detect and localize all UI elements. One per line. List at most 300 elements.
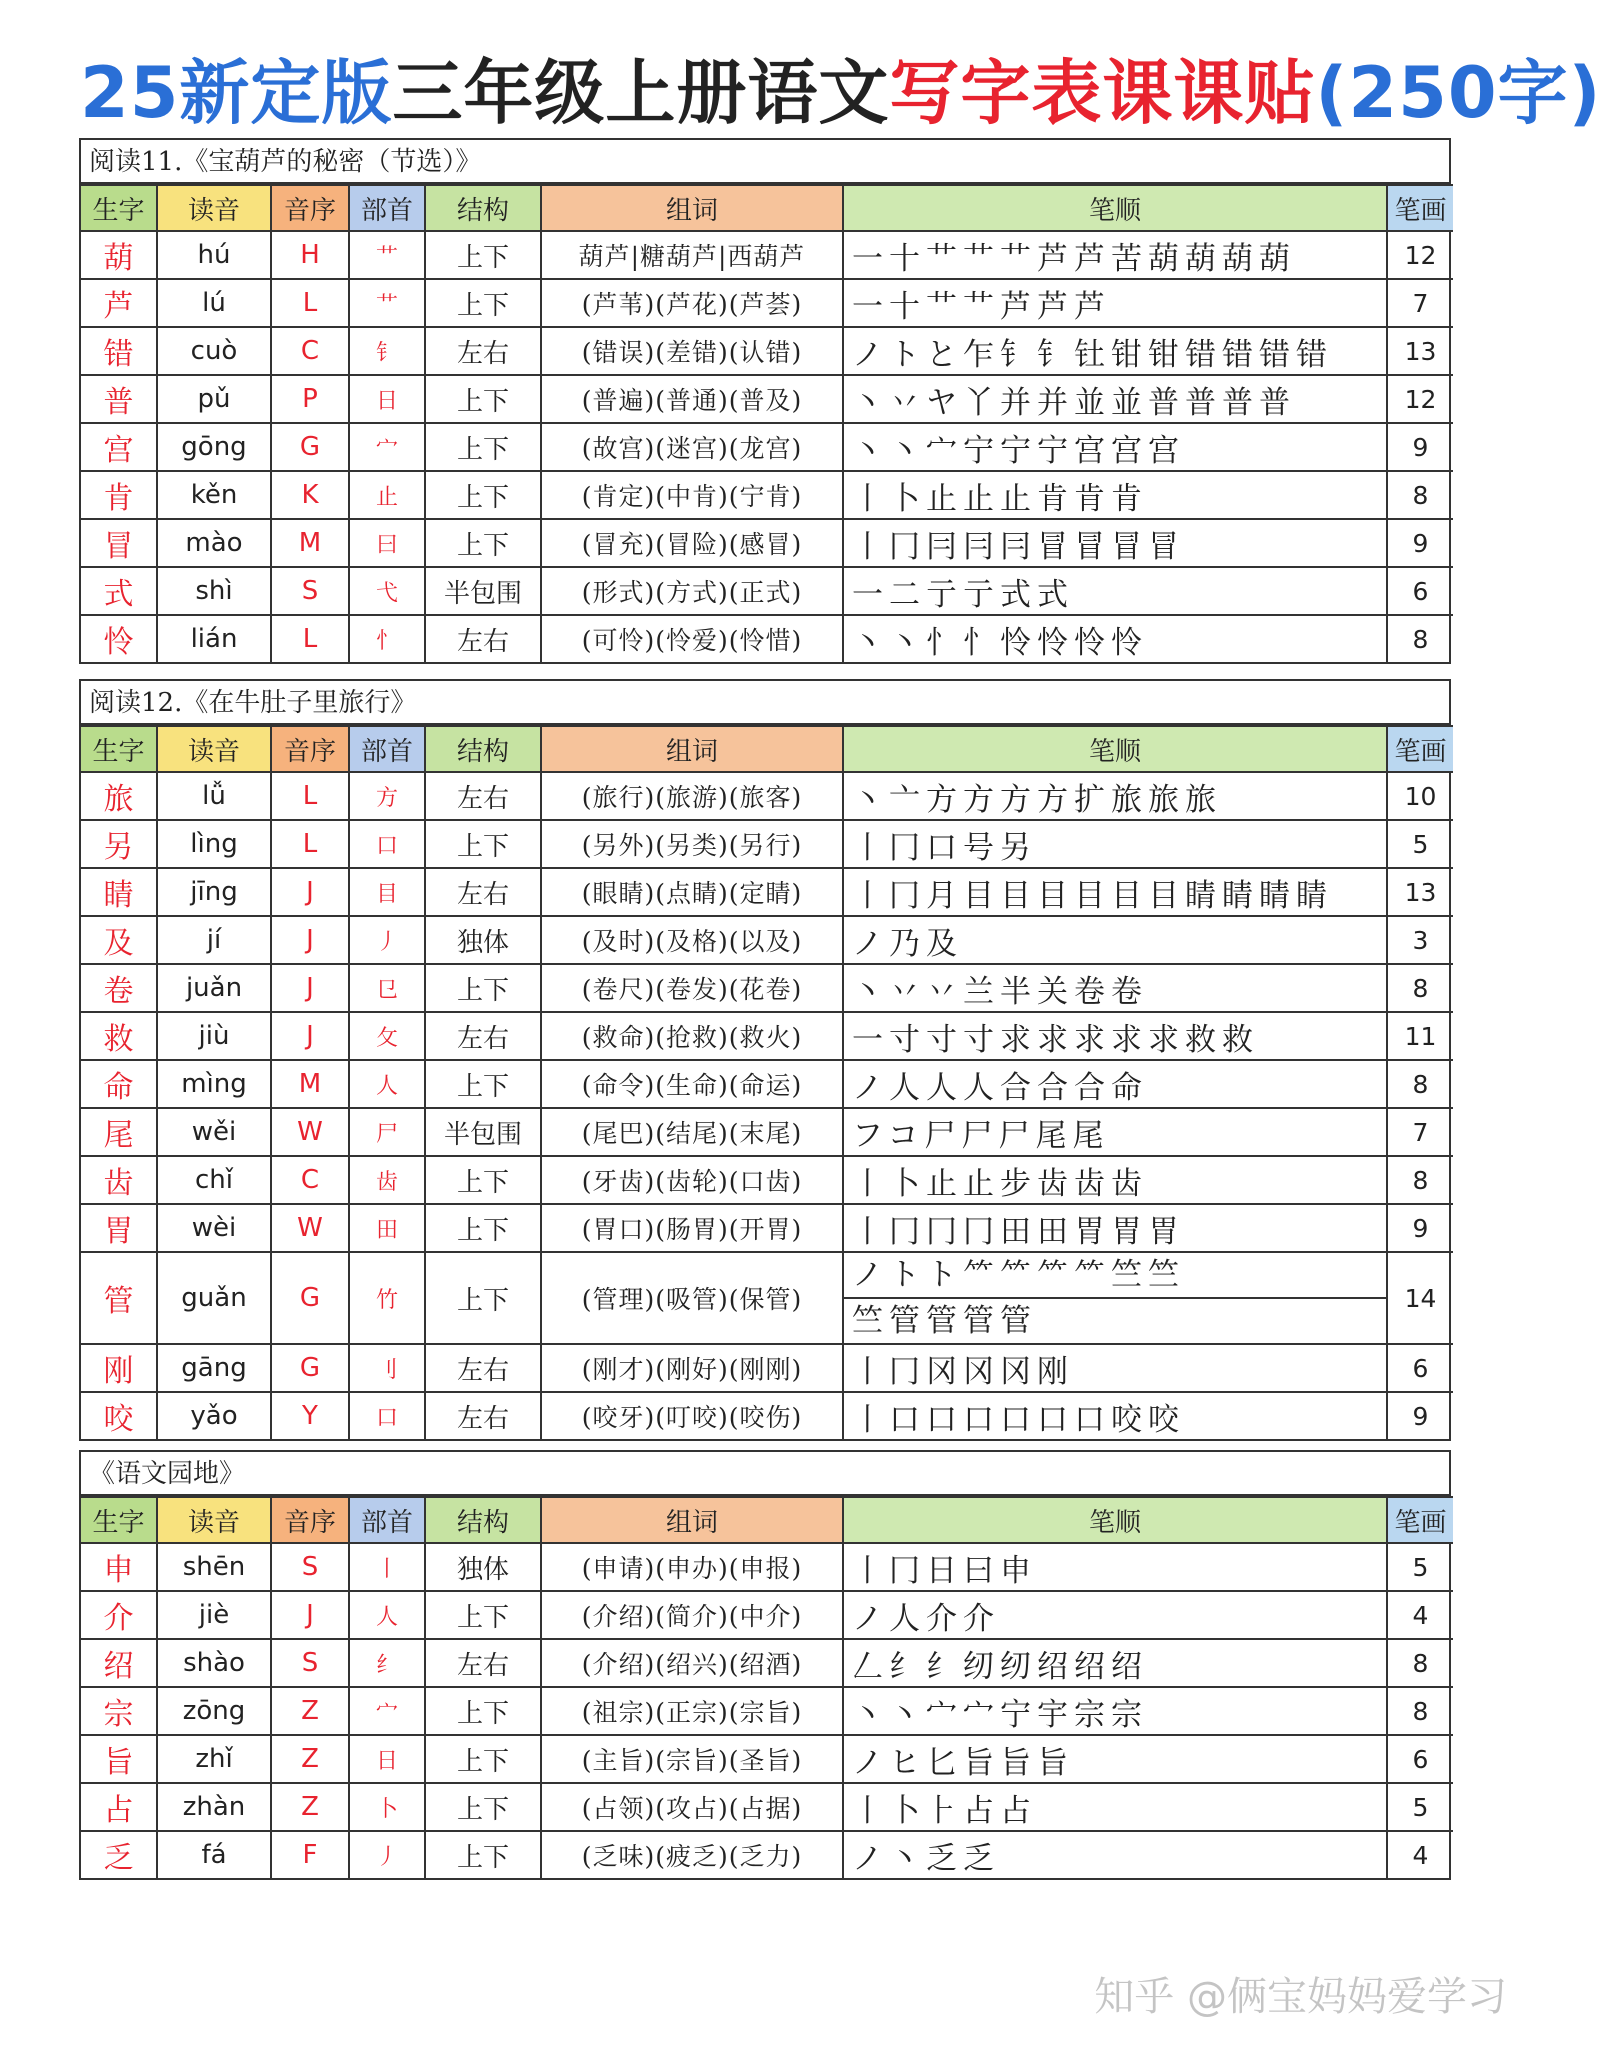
reading-cell: shào — [157, 1639, 271, 1687]
words-cell: (救命)(抢救)(救火) — [541, 1012, 843, 1060]
header-char: 生字 — [81, 726, 157, 772]
words-cell: (可怜)(怜爱)(怜惜) — [541, 615, 843, 662]
words-cell: (乏味)(疲乏)(乏力) — [541, 1831, 843, 1878]
strokes-cell: 丨冂冂冂田田胃胃胃 — [843, 1204, 1387, 1252]
reading-cell: lìng — [157, 820, 271, 868]
strokes-cell: ノ丶乏乏 — [843, 1831, 1387, 1878]
header-radical: 部首 — [349, 726, 425, 772]
structure-cell: 上下 — [425, 1591, 541, 1639]
structure-cell: 上下 — [425, 231, 541, 279]
structure-cell: 左右 — [425, 868, 541, 916]
header-order: 音序 — [271, 726, 349, 772]
strokes-cell: 一寸寸寸求求求求求救救 — [843, 1012, 1387, 1060]
radical-cell: 㔾 — [349, 964, 425, 1012]
count-cell: 5 — [1387, 1543, 1453, 1591]
order-cell: H — [271, 231, 349, 279]
character-table — [81, 1496, 1453, 1878]
count-cell: 8 — [1387, 964, 1453, 1012]
table-row — [81, 471, 1453, 519]
count-cell: 6 — [1387, 1344, 1453, 1392]
header-order: 音序 — [271, 185, 349, 231]
radical-cell: 齿 — [349, 1156, 425, 1204]
count-cell: 5 — [1387, 820, 1453, 868]
strokes-cell: 丨冂日曰申 — [843, 1543, 1387, 1591]
strokes-cell: 丶丶宀宀宁宇宗宗 — [843, 1687, 1387, 1735]
words-cell: (祖宗)(正宗)(宗旨) — [541, 1687, 843, 1735]
section-reading-12 — [79, 679, 1451, 1441]
words-cell: (冒充)(冒险)(感冒) — [541, 519, 843, 567]
order-cell: P — [271, 375, 349, 423]
strokes-cell: 丶丶宀宁宁宁宫宫宫 — [843, 423, 1387, 471]
title-part-1: 25新定版 — [80, 52, 393, 134]
char-cell: 救 — [81, 1012, 157, 1060]
structure-cell: 独体 — [425, 916, 541, 964]
character-table — [81, 725, 1453, 1439]
strokes-line: 竺管管管管 — [844, 1297, 1386, 1343]
char-cell: 冒 — [81, 519, 157, 567]
words-cell: (故宫)(迷宫)(龙宫) — [541, 423, 843, 471]
structure-cell: 上下 — [425, 964, 541, 1012]
header-reading: 读音 — [157, 185, 271, 231]
radical-cell: 丨 — [349, 1543, 425, 1591]
table-row — [81, 868, 1453, 916]
words-cell: (及时)(及格)(以及) — [541, 916, 843, 964]
order-cell: S — [271, 567, 349, 615]
order-cell: Y — [271, 1392, 349, 1439]
count-cell: 11 — [1387, 1012, 1453, 1060]
order-cell: S — [271, 1543, 349, 1591]
structure-cell: 左右 — [425, 1639, 541, 1687]
radical-cell: 丿 — [349, 1831, 425, 1878]
order-cell: L — [271, 820, 349, 868]
watermark: 知乎 @俩宝妈妈爱学习 — [1094, 1974, 1507, 2020]
strokes-cell: 丶丷ヤ丫并并並並普普普普 — [843, 375, 1387, 423]
count-cell: 8 — [1387, 1060, 1453, 1108]
char-cell: 齿 — [81, 1156, 157, 1204]
structure-cell: 上下 — [425, 1735, 541, 1783]
strokes-cell: 丶亠方方方方扩旅旅旅 — [843, 772, 1387, 820]
reading-cell: cuò — [157, 327, 271, 375]
structure-cell: 半包围 — [425, 567, 541, 615]
strokes-cell: 丨卜⺊占占 — [843, 1783, 1387, 1831]
structure-cell: 左右 — [425, 327, 541, 375]
strokes-cell: 丨卜止止步齿齿齿 — [843, 1156, 1387, 1204]
strokes-cell: 丶丷丷兰半关卷卷 — [843, 964, 1387, 1012]
structure-cell: 上下 — [425, 1156, 541, 1204]
reading-cell: guǎn — [157, 1252, 271, 1344]
reading-cell: yǎo — [157, 1392, 271, 1439]
structure-cell: 上下 — [425, 1060, 541, 1108]
radical-cell: 卜 — [349, 1783, 425, 1831]
order-cell: M — [271, 519, 349, 567]
radical-cell: 口 — [349, 1392, 425, 1439]
char-cell: 及 — [81, 916, 157, 964]
header-char: 生字 — [81, 185, 157, 231]
words-cell: (旅行)(旅游)(旅客) — [541, 772, 843, 820]
header-count: 笔画 — [1387, 1497, 1453, 1543]
table-row — [81, 1591, 1453, 1639]
title-part-3: 写字表课课贴 — [889, 52, 1316, 134]
structure-cell: 上下 — [425, 423, 541, 471]
section-reading-11 — [79, 138, 1451, 664]
character-table — [81, 184, 1453, 662]
table-row — [81, 1543, 1453, 1591]
words-cell: (管理)(吸管)(保管) — [541, 1252, 843, 1344]
strokes-line: ノトト⺮⺮⺮⺮竺竺 — [852, 1257, 1185, 1293]
table-row — [81, 1344, 1453, 1392]
count-cell: 12 — [1387, 375, 1453, 423]
reading-cell: zhàn — [157, 1783, 271, 1831]
order-cell: W — [271, 1204, 349, 1252]
order-cell: F — [271, 1831, 349, 1878]
radical-cell: 日 — [349, 375, 425, 423]
char-cell: 怜 — [81, 615, 157, 662]
order-cell: K — [271, 471, 349, 519]
header-count: 笔画 — [1387, 185, 1453, 231]
words-cell: (芦苇)(芦花)(芦荟) — [541, 279, 843, 327]
radical-cell: 弋 — [349, 567, 425, 615]
char-cell: 葫 — [81, 231, 157, 279]
words-cell: 葫芦|糖葫芦|西葫芦 — [541, 231, 843, 279]
radical-cell: 目 — [349, 868, 425, 916]
char-cell: 绍 — [81, 1639, 157, 1687]
count-cell: 8 — [1387, 615, 1453, 662]
char-cell: 另 — [81, 820, 157, 868]
count-cell: 10 — [1387, 772, 1453, 820]
header-reading: 读音 — [157, 1497, 271, 1543]
table-row — [81, 1687, 1453, 1735]
table-row — [81, 1392, 1453, 1439]
char-cell: 刚 — [81, 1344, 157, 1392]
count-cell: 9 — [1387, 1204, 1453, 1252]
reading-cell: wěi — [157, 1108, 271, 1156]
strokes-cell: 一十艹艹艹芦芦苦葫葫葫葫 — [843, 231, 1387, 279]
reading-cell: gōng — [157, 423, 271, 471]
strokes-cell: ノヒ匕旨旨旨 — [843, 1735, 1387, 1783]
radical-cell: 尸 — [349, 1108, 425, 1156]
order-cell: M — [271, 1060, 349, 1108]
words-cell: (错误)(差错)(认错) — [541, 327, 843, 375]
words-cell: (咬牙)(叮咬)(咬伤) — [541, 1392, 843, 1439]
strokes-cell: 丨卜止止止肯肯肯 — [843, 471, 1387, 519]
strokes-cell: 一十艹艹芦芦芦 — [843, 279, 1387, 327]
reading-cell: hú — [157, 231, 271, 279]
count-cell: 14 — [1387, 1252, 1453, 1344]
count-cell: 8 — [1387, 471, 1453, 519]
table-row — [81, 375, 1453, 423]
radical-cell: 宀 — [349, 423, 425, 471]
header-reading: 读音 — [157, 726, 271, 772]
structure-cell: 半包围 — [425, 1108, 541, 1156]
table-header-row — [81, 1497, 1453, 1543]
section-language-garden — [79, 1450, 1451, 1880]
table-row — [81, 1252, 1453, 1344]
structure-cell: 上下 — [425, 1831, 541, 1878]
radical-cell: 艹 — [349, 279, 425, 327]
table-row — [81, 1639, 1453, 1687]
table-row — [81, 327, 1453, 375]
char-cell: 宗 — [81, 1687, 157, 1735]
char-cell: 胃 — [81, 1204, 157, 1252]
words-cell: (胃口)(肠胃)(开胃) — [541, 1204, 843, 1252]
radical-cell: 钅 — [349, 327, 425, 375]
radical-cell: 宀 — [349, 1687, 425, 1735]
count-cell: 12 — [1387, 231, 1453, 279]
table-row — [81, 1831, 1453, 1878]
words-cell: (介绍)(简介)(中介) — [541, 1591, 843, 1639]
strokes-cell: 丨冂口号另 — [843, 820, 1387, 868]
strokes-cell: 丨冂冃冃冃冒冒冒冒 — [843, 519, 1387, 567]
section-title: 阅读11.《宝葫芦的秘密（节选）》 — [81, 140, 1449, 184]
structure-cell: 上下 — [425, 1783, 541, 1831]
section-title: 《语文园地》 — [81, 1452, 1449, 1496]
order-cell: S — [271, 1639, 349, 1687]
words-cell: (肯定)(中肯)(宁肯) — [541, 471, 843, 519]
structure-cell: 上下 — [425, 519, 541, 567]
radical-cell: 田 — [349, 1204, 425, 1252]
section-title: 阅读12.《在牛肚子里旅行》 — [81, 681, 1449, 725]
header-radical: 部首 — [349, 1497, 425, 1543]
count-cell: 13 — [1387, 327, 1453, 375]
structure-cell: 左右 — [425, 615, 541, 662]
table-row — [81, 820, 1453, 868]
count-cell: 5 — [1387, 1783, 1453, 1831]
structure-cell: 左右 — [425, 1392, 541, 1439]
count-cell: 6 — [1387, 567, 1453, 615]
radical-cell: 人 — [349, 1591, 425, 1639]
table-row — [81, 1735, 1453, 1783]
words-cell: (主旨)(宗旨)(圣旨) — [541, 1735, 843, 1783]
count-cell: 8 — [1387, 1639, 1453, 1687]
reading-cell: shēn — [157, 1543, 271, 1591]
strokes-cell: ノ人人人合合合命 — [843, 1060, 1387, 1108]
char-cell: 普 — [81, 375, 157, 423]
structure-cell: 上下 — [425, 820, 541, 868]
order-cell: L — [271, 615, 349, 662]
char-cell: 芦 — [81, 279, 157, 327]
char-cell: 申 — [81, 1543, 157, 1591]
strokes-cell: 丨冂月目目目目目目睛睛睛睛 — [843, 868, 1387, 916]
char-cell: 管 — [81, 1252, 157, 1344]
table-row — [81, 1783, 1453, 1831]
table-row — [81, 423, 1453, 471]
count-cell: 7 — [1387, 1108, 1453, 1156]
radical-cell: 艹 — [349, 231, 425, 279]
char-cell: 宫 — [81, 423, 157, 471]
words-cell: (牙齿)(齿轮)(口齿) — [541, 1156, 843, 1204]
order-cell: J — [271, 868, 349, 916]
reading-cell: shì — [157, 567, 271, 615]
table-row — [81, 964, 1453, 1012]
header-words: 组词 — [541, 185, 843, 231]
header-structure: 结构 — [425, 1497, 541, 1543]
strokes-cell: ノトと乍钅钅钍钳钳错错错错 — [843, 327, 1387, 375]
words-cell: (命令)(生命)(命运) — [541, 1060, 843, 1108]
reading-cell: jiù — [157, 1012, 271, 1060]
order-cell: L — [271, 772, 349, 820]
char-cell: 乏 — [81, 1831, 157, 1878]
char-cell: 错 — [81, 327, 157, 375]
char-cell: 介 — [81, 1591, 157, 1639]
reading-cell: jiè — [157, 1591, 271, 1639]
char-cell: 卷 — [81, 964, 157, 1012]
count-cell: 7 — [1387, 279, 1453, 327]
reading-cell: juǎn — [157, 964, 271, 1012]
order-cell: C — [271, 1156, 349, 1204]
header-strokes: 笔顺 — [843, 1497, 1387, 1543]
radical-cell: 丿 — [349, 916, 425, 964]
table-row — [81, 1204, 1453, 1252]
words-cell: (申请)(申办)(申报) — [541, 1543, 843, 1591]
strokes-cell: 丨冂冈冈冈刚 — [843, 1344, 1387, 1392]
structure-cell: 上下 — [425, 471, 541, 519]
count-cell: 9 — [1387, 423, 1453, 471]
strokes-cell: 丶丶忄忄怜怜怜怜 — [843, 615, 1387, 662]
char-cell: 咬 — [81, 1392, 157, 1439]
reading-cell: chǐ — [157, 1156, 271, 1204]
reading-cell: jí — [157, 916, 271, 964]
header-structure: 结构 — [425, 185, 541, 231]
count-cell: 9 — [1387, 1392, 1453, 1439]
radical-cell: 方 — [349, 772, 425, 820]
strokes-cell: フコ尸尸尸尾尾 — [843, 1108, 1387, 1156]
page-title — [80, 48, 1602, 138]
reading-cell: lú — [157, 279, 271, 327]
header-structure: 结构 — [425, 726, 541, 772]
table-row — [81, 231, 1453, 279]
header-strokes: 笔顺 — [843, 726, 1387, 772]
table-row — [81, 1012, 1453, 1060]
words-cell: (尾巴)(结尾)(末尾) — [541, 1108, 843, 1156]
table-row — [81, 615, 1453, 662]
char-cell: 旅 — [81, 772, 157, 820]
strokes-cell: 丨口口口口口口咬咬 — [843, 1392, 1387, 1439]
structure-cell: 上下 — [425, 1204, 541, 1252]
table-header-row — [81, 726, 1453, 772]
order-cell: J — [271, 916, 349, 964]
char-cell: 肯 — [81, 471, 157, 519]
table-row — [81, 1108, 1453, 1156]
reading-cell: zhǐ — [157, 1735, 271, 1783]
order-cell: W — [271, 1108, 349, 1156]
order-cell: Z — [271, 1687, 349, 1735]
radical-cell: 口 — [349, 820, 425, 868]
reading-cell: jīng — [157, 868, 271, 916]
words-cell: (卷尺)(卷发)(花卷) — [541, 964, 843, 1012]
header-count: 笔画 — [1387, 726, 1453, 772]
structure-cell: 左右 — [425, 1012, 541, 1060]
count-cell: 8 — [1387, 1687, 1453, 1735]
reading-cell: lǚ — [157, 772, 271, 820]
structure-cell: 上下 — [425, 375, 541, 423]
radical-cell: 竹 — [349, 1252, 425, 1344]
radical-cell: 忄 — [349, 615, 425, 662]
structure-cell: 上下 — [425, 1687, 541, 1735]
table-row — [81, 1156, 1453, 1204]
reading-cell: lián — [157, 615, 271, 662]
order-cell: J — [271, 964, 349, 1012]
words-cell: (占领)(攻占)(占据) — [541, 1783, 843, 1831]
strokes-cell: 𠃋纟纟纫纫绍绍绍 — [843, 1639, 1387, 1687]
radical-cell: 曰 — [349, 519, 425, 567]
char-cell: 命 — [81, 1060, 157, 1108]
words-cell: (介绍)(绍兴)(绍酒) — [541, 1639, 843, 1687]
words-cell: (形式)(方式)(正式) — [541, 567, 843, 615]
table-row — [81, 567, 1453, 615]
reading-cell: gāng — [157, 1344, 271, 1392]
reading-cell: wèi — [157, 1204, 271, 1252]
char-cell: 睛 — [81, 868, 157, 916]
radical-cell: 纟 — [349, 1639, 425, 1687]
table-row — [81, 519, 1453, 567]
header-words: 组词 — [541, 726, 843, 772]
order-cell: Z — [271, 1735, 349, 1783]
radical-cell: 攵 — [349, 1012, 425, 1060]
words-cell: (另外)(另类)(另行) — [541, 820, 843, 868]
strokes-cell — [843, 1252, 1387, 1344]
structure-cell: 上下 — [425, 1252, 541, 1344]
words-cell: (刚才)(刚好)(刚刚) — [541, 1344, 843, 1392]
order-cell: G — [271, 1252, 349, 1344]
reading-cell: mào — [157, 519, 271, 567]
reading-cell: zōng — [157, 1687, 271, 1735]
header-order: 音序 — [271, 1497, 349, 1543]
table-row — [81, 1060, 1453, 1108]
reading-cell: pǔ — [157, 375, 271, 423]
char-cell: 式 — [81, 567, 157, 615]
order-cell: L — [271, 279, 349, 327]
structure-cell: 左右 — [425, 772, 541, 820]
order-cell: J — [271, 1591, 349, 1639]
table-header-row — [81, 185, 1453, 231]
title-part-4: (250字) — [1315, 52, 1602, 134]
reading-cell: mìng — [157, 1060, 271, 1108]
order-cell: J — [271, 1012, 349, 1060]
count-cell: 9 — [1387, 519, 1453, 567]
order-cell: C — [271, 327, 349, 375]
strokes-cell: 一二亍亍式式 — [843, 567, 1387, 615]
header-char: 生字 — [81, 1497, 157, 1543]
title-part-2: 三年级上册语文 — [392, 52, 890, 134]
table-row — [81, 772, 1453, 820]
radical-cell: 人 — [349, 1060, 425, 1108]
reading-cell: fá — [157, 1831, 271, 1878]
table-row — [81, 279, 1453, 327]
char-cell: 旨 — [81, 1735, 157, 1783]
count-cell: 4 — [1387, 1831, 1453, 1878]
header-strokes: 笔顺 — [843, 185, 1387, 231]
words-cell: (眼睛)(点睛)(定睛) — [541, 868, 843, 916]
count-cell: 4 — [1387, 1591, 1453, 1639]
count-cell: 6 — [1387, 1735, 1453, 1783]
table-row — [81, 916, 1453, 964]
header-radical: 部首 — [349, 185, 425, 231]
structure-cell: 独体 — [425, 1543, 541, 1591]
reading-cell: kěn — [157, 471, 271, 519]
count-cell: 3 — [1387, 916, 1453, 964]
char-cell: 尾 — [81, 1108, 157, 1156]
header-words: 组词 — [541, 1497, 843, 1543]
radical-cell: 日 — [349, 1735, 425, 1783]
strokes-cell: ノ乃及 — [843, 916, 1387, 964]
order-cell: Z — [271, 1783, 349, 1831]
radical-cell: 止 — [349, 471, 425, 519]
order-cell: G — [271, 423, 349, 471]
char-cell: 占 — [81, 1783, 157, 1831]
order-cell: G — [271, 1344, 349, 1392]
structure-cell: 左右 — [425, 1344, 541, 1392]
count-cell: 8 — [1387, 1156, 1453, 1204]
